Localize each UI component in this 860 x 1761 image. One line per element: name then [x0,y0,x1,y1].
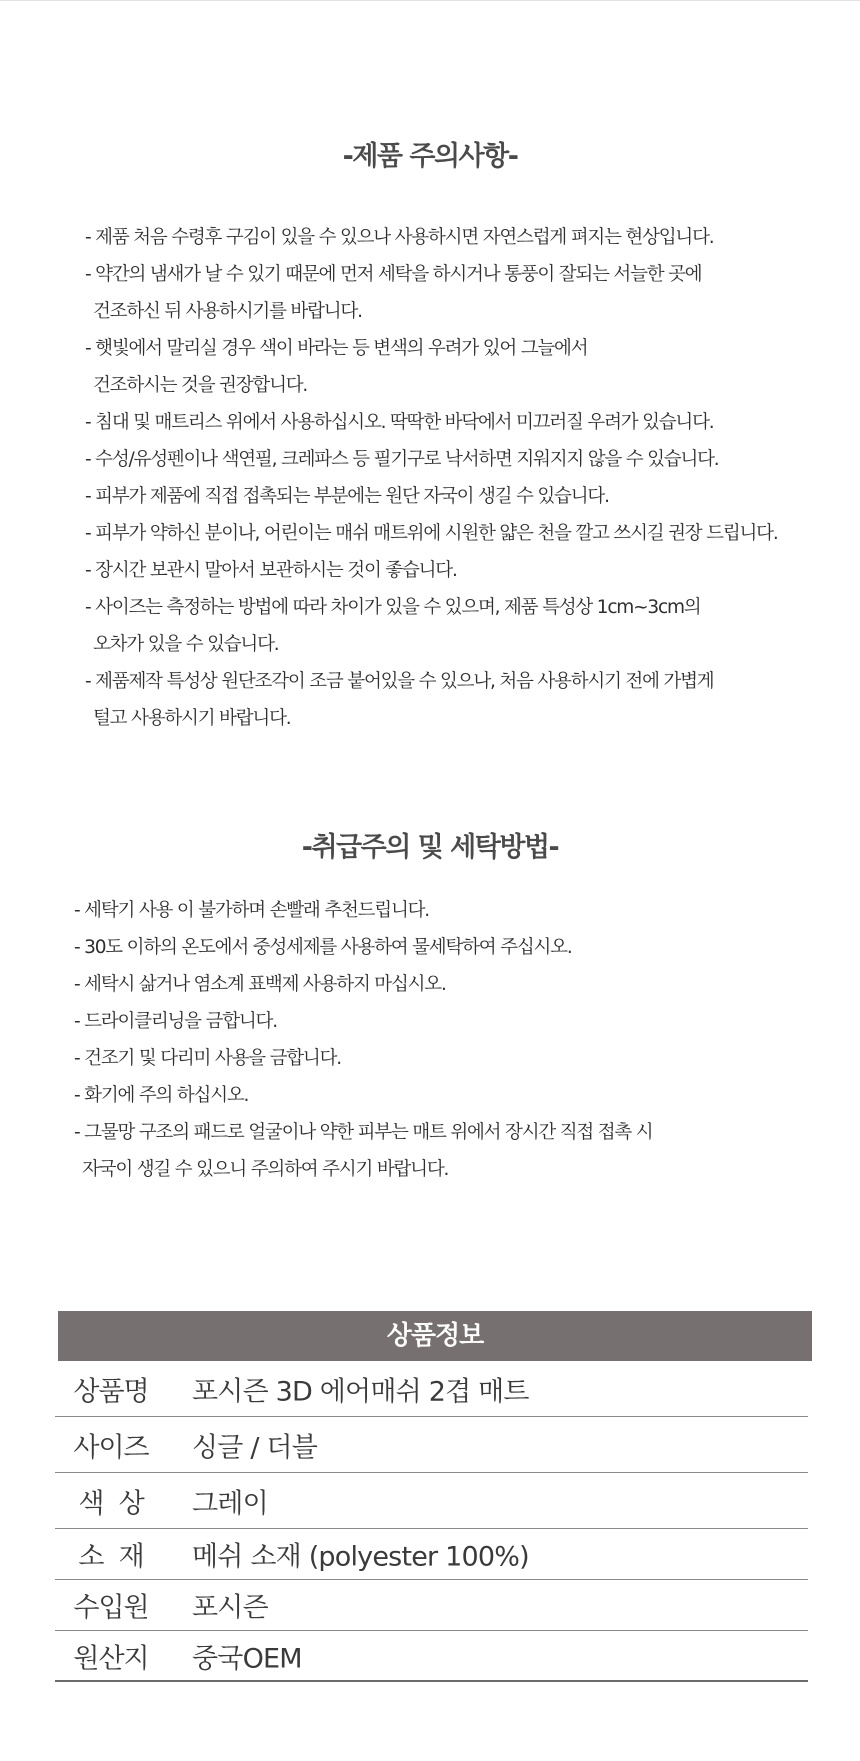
caution-line: - 사이즈는 측정하는 방법에 따라 차이가 있을 수 있으며, 제품 특성상 1cm~3cm의 [85,597,701,618]
product-info-table [55,1361,808,1682]
info-label: 상품명 [73,1376,149,1407]
caution-line: 털고 사용하시기 바랍니다. [93,708,291,729]
caution-line: - 수성/유성펜이나 색연필, 크레파스 등 필기구로 낙서하면 지워지지 않을 수 있습니다. [85,449,719,470]
info-label: 사이즈 [73,1432,149,1463]
washing-line: - 드라이클리닝을 금합니다. [74,1011,277,1032]
caution-line: - 피부가 제품에 직접 접촉되는 부분에는 원단 자국이 생길 수 있습니다. [85,486,609,507]
washing-title: -취급주의 및 세탁방법- [301,832,559,863]
caution-line: 건조하신 뒤 사용하시기를 바랍니다. [93,301,362,322]
info-value: 그레이 [192,1488,268,1519]
washing-list [74,892,652,1188]
info-label: 원산지 [73,1643,149,1674]
washing-line: - 건조기 및 다리미 사용을 금합니다. [74,1048,341,1069]
caution-line: - 제품 처음 수령후 구김이 있을 수 있으나 사용하시면 자연스럽게 펴지는 현상입니다. [85,227,714,248]
caution-line: - 약간의 냄새가 날 수 있기 때문에 먼저 세탁을 하시거나 통풍이 잘되는 서늘한 곳에 [85,264,702,285]
info-row [55,1361,808,1417]
caution-line: 건조하시는 것을 권장합니다. [93,375,308,396]
washing-line: - 세탁시 삶거나 염소계 표백제 사용하지 마십시오. [74,974,446,995]
info-row [55,1417,808,1473]
info-value: 메쉬 소재 (polyester 100%) [192,1541,529,1573]
info-row [55,1631,808,1682]
info-row [55,1580,808,1631]
caution-line: 오차가 있을 수 있습니다. [93,634,279,655]
washing-line: - 화기에 주의 하십시오. [74,1085,249,1106]
info-label: 소 재 [78,1541,144,1573]
caution-line: - 침대 및 매트리스 위에서 사용하십시오. 딱딱한 바닥에서 미끄러질 우려가 있습니다. [85,412,714,433]
info-value: 싱글 / 더블 [192,1432,317,1463]
caution-line: - 피부가 약하신 분이나, 어린이는 매쉬 매트위에 시원한 얇은 천을 깔고 쓰시길 권장 드립니다. [85,523,778,544]
info-label: 색 상 [78,1488,144,1519]
washing-line: - 그물망 구조의 패드로 얼굴이나 약한 피부는 매트 위에서 장시간 직접 접촉 시 [74,1122,653,1143]
washing-line: - 세탁기 사용 이 불가하며 손빨래 추천드립니다. [74,900,429,921]
info-value: 포시즌 [192,1592,268,1624]
washing-line: 자국이 생길 수 있으니 주의하여 주시기 바랍니다. [82,1159,449,1180]
caution-line: - 장시간 보관시 말아서 보관하시는 것이 좋습니다. [85,560,457,581]
info-label: 수입원 [73,1592,149,1624]
info-value: 포시즌 3D 에어매쉬 2겹 매트 [192,1376,529,1407]
caution-line: - 햇빛에서 말리실 경우 색이 바라는 등 변색의 우려가 있어 그늘에서 [85,338,588,359]
washing-line: - 30도 이하의 온도에서 중성세제를 사용하여 물세탁하여 주십시오. [74,937,572,958]
info-row [55,1473,808,1529]
cautions-list [85,219,778,737]
info-row [55,1529,808,1580]
product-info-header: 상품정보 [58,1311,812,1361]
cautions-title: -제품 주의사항- [342,141,518,172]
caution-line: - 제품제작 특성상 원단조각이 조금 붙어있을 수 있으나, 처음 사용하시기 전에 가볍게 [85,671,714,692]
top-divider [0,0,860,1]
info-value: 중국OEM [192,1643,302,1674]
